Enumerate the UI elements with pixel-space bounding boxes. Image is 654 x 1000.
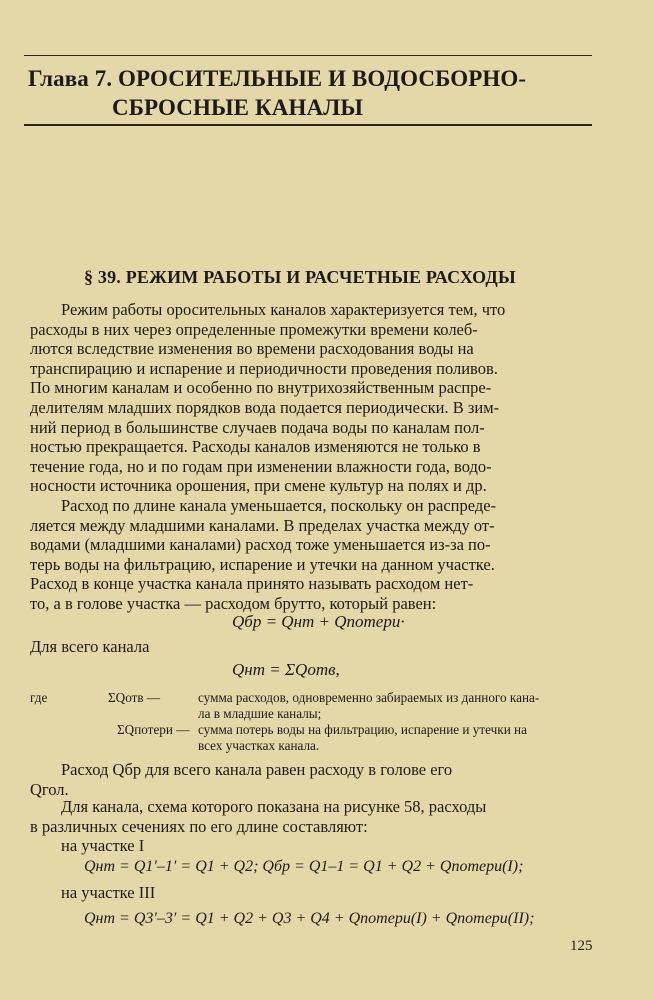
paragraph-5 [30, 797, 600, 856]
text-line: ностью прекращается. Расходы каналов изменяются не только в [30, 437, 481, 457]
text-line: делителям младших порядков вода подается периодически. В зим- [30, 397, 500, 417]
text-line: ний период в большинстве случаев подача воды по каналам пол- [30, 417, 485, 437]
text-line: течение года, но и по годам при изменении влажности года, водо- [30, 456, 492, 476]
top-rule [24, 55, 592, 56]
chapter-heading-line2: СБРОСНЫЕ КАНАЛЫ [112, 95, 364, 120]
text-line: Для всего канала [30, 637, 150, 656]
symbol-sum-offtakes: ΣQотв — [108, 690, 161, 705]
text-line: Режим работы оросительных каналов характеризуется тем, что [61, 300, 506, 319]
paragraph-2 [30, 496, 600, 614]
text-line: По многим каналам и особенно по внутрихозяйственным распре- [30, 378, 492, 398]
text-line: лются вследствие изменения во времени расходования воды на [30, 339, 474, 359]
formula-net-flow: Qнт = ΣQотв, [232, 660, 340, 679]
text-line: Расход Qбр для всего канала равен расходу в голове его [61, 760, 453, 779]
section-title: § 39. РЕЖИМ РАБОТЫ И РАСЧЕТНЫЕ РАСХОДЫ [84, 267, 516, 287]
definition-text: сумма расходов, одновременно забираемых из данного кана- [198, 690, 540, 705]
formula-section-3: Qнт = Q3′–3′ = Q1 + Q2 + Q3 + Q4 + Qпотери(I) + Qпотери(II); [84, 910, 535, 927]
chapter-heading-line1: Глава 7. ОРОСИТЕЛЬНЫЕ И ВОДОСБОРНО- [28, 66, 527, 91]
formula-section-1: Qнт = Q1′–1′ = Q1 + Q2; Qбр = Q1–1 = Q1 + Q2 + Qпотери(I); [84, 858, 524, 875]
formula-gross-flow: Qбр = Qнт + Qпотери· [232, 612, 405, 631]
paragraph-6 [30, 883, 600, 903]
text-line: Qгол. [30, 779, 69, 799]
paragraph-4 [30, 760, 600, 799]
text-line: на участке I [61, 836, 145, 856]
text-line: расходы в них через определенные промежутки времени колеб- [30, 319, 478, 339]
text-line: в различных сечениях по его длине составляют: [30, 816, 368, 836]
text-line: транспирацию и испарение и периодичности проведения поливов. [30, 358, 498, 378]
text-line: Расход по длине канала уменьшается, поскольку он распреде- [61, 496, 497, 515]
text-line: на участке III [61, 883, 156, 902]
where-label: где [30, 690, 48, 705]
where-definitions [30, 690, 600, 754]
page-number: 125 [570, 938, 593, 954]
symbol-sum-losses: ΣQпотери — [117, 722, 190, 737]
text-line: Для канала, схема которого показана на рисунке 58, расходы [61, 797, 487, 816]
definition-text: сумма потерь воды на фильтрацию, испарение и утечки на [198, 722, 527, 737]
text-line: носности источника орошения, при смене культур на полях и др. [30, 476, 487, 496]
definition-text: ла в младшие каналы; [198, 706, 322, 721]
definition-text: всех участках канала. [198, 738, 320, 753]
text-line: то, а в голове участка — расходом брутто, который равен: [30, 593, 437, 613]
text-line: водами (младшими каналами) расход тоже уменьшается из-за по- [30, 535, 491, 555]
paragraph-1 [30, 300, 600, 496]
text-line: Расход в конце участка канала принято называть расходом нет- [30, 574, 474, 594]
text-line: ляется между младшими каналами. В пределах участка между от- [30, 515, 495, 535]
chapter-heading [28, 64, 588, 122]
bottom-rule [24, 124, 592, 126]
text-line: терь воды на фильтрацию, испарение и утечки на данном участке. [30, 554, 495, 574]
paragraph-3 [30, 637, 600, 657]
